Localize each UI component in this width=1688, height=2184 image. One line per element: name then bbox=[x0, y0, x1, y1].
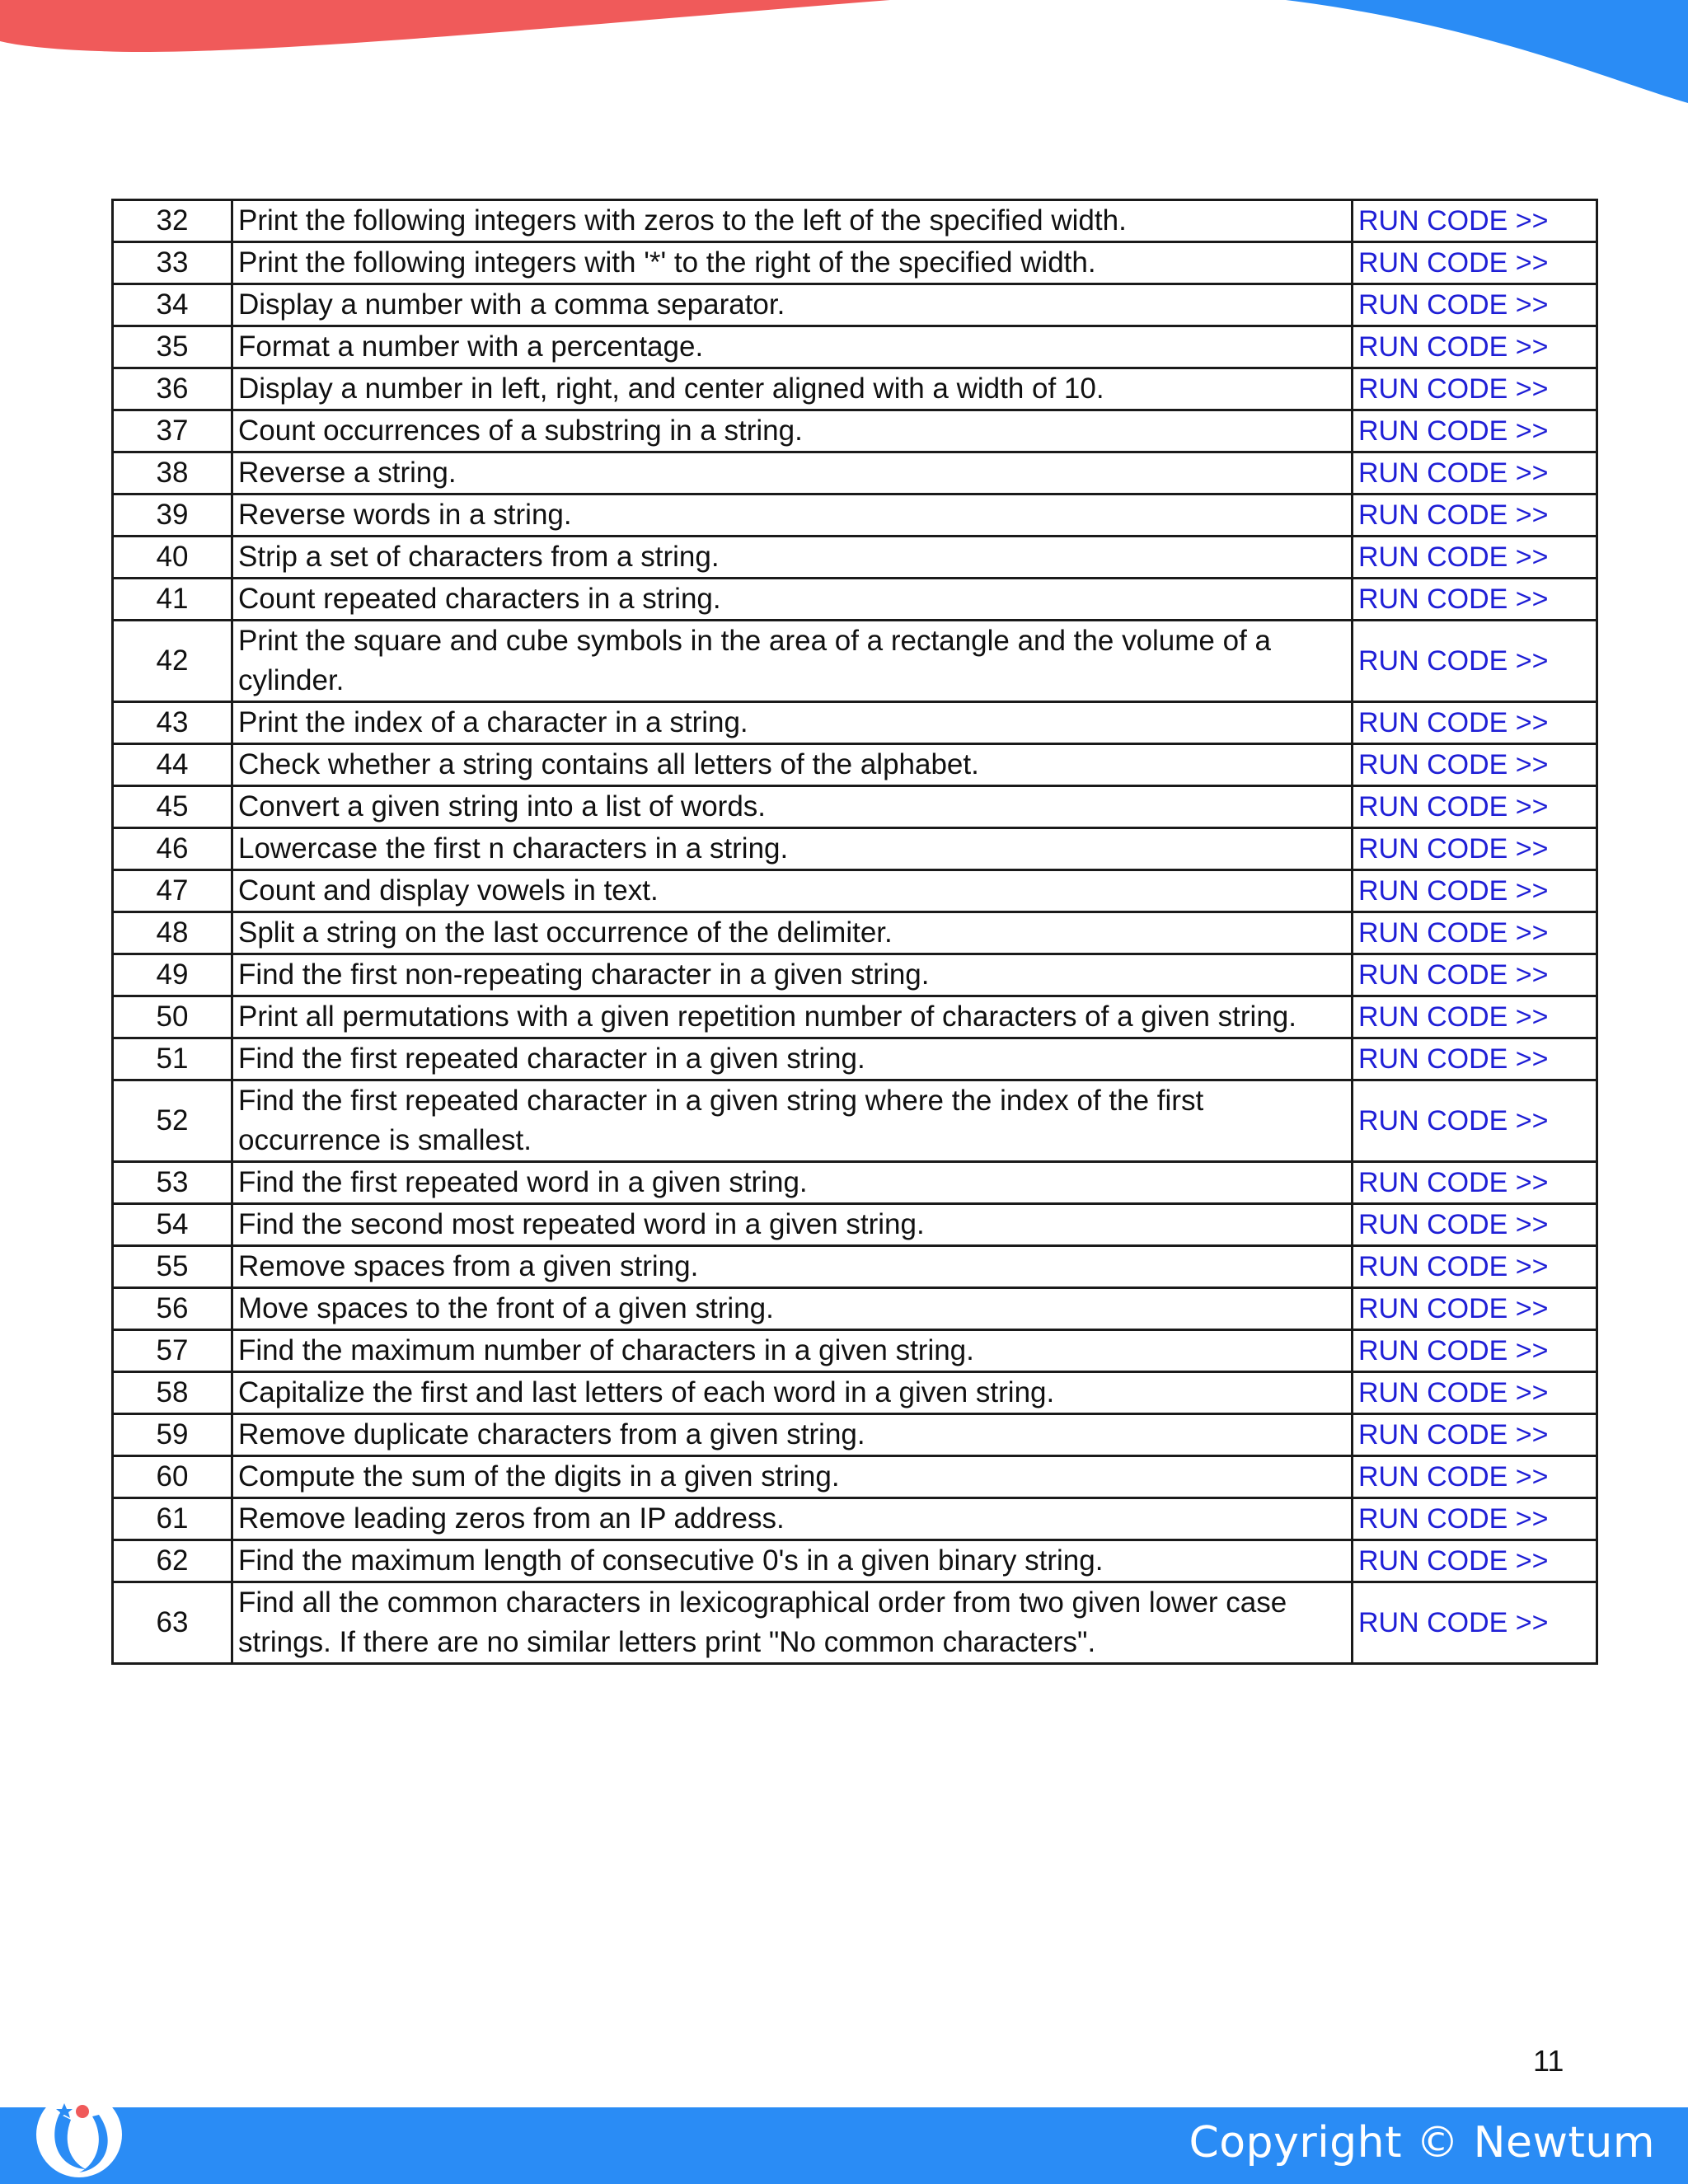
table-row bbox=[113, 326, 1597, 368]
program-description: Remove spaces from a given string. bbox=[232, 1246, 1353, 1288]
program-number: 36 bbox=[113, 368, 232, 410]
run-code-link[interactable]: RUN CODE >> bbox=[1353, 1498, 1597, 1540]
program-number: 48 bbox=[113, 912, 232, 954]
run-code-link[interactable]: RUN CODE >> bbox=[1353, 621, 1597, 702]
table-row bbox=[113, 1162, 1597, 1204]
program-description: Reverse words in a string. bbox=[232, 494, 1353, 537]
table-row bbox=[113, 1456, 1597, 1498]
table-row bbox=[113, 621, 1597, 702]
table-row bbox=[113, 1038, 1597, 1080]
program-number: 44 bbox=[113, 744, 232, 786]
copyright-text: Copyright © Newtum bbox=[1189, 2118, 1655, 2168]
run-code-link[interactable]: RUN CODE >> bbox=[1353, 242, 1597, 284]
run-code-link[interactable]: RUN CODE >> bbox=[1353, 368, 1597, 410]
program-description: Print the following integers with zeros to the left of the specified width. bbox=[232, 200, 1353, 242]
program-description: Print all permutations with a given repetition number of characters of a given string. bbox=[232, 996, 1353, 1038]
newtum-logo-icon bbox=[36, 2093, 122, 2177]
program-number: 50 bbox=[113, 996, 232, 1038]
program-number: 42 bbox=[113, 621, 232, 702]
program-number: 40 bbox=[113, 537, 232, 579]
program-description: Convert a given string into a list of words. bbox=[232, 786, 1353, 828]
program-description: Find the first non-repeating character in a given string. bbox=[232, 954, 1353, 996]
program-number: 63 bbox=[113, 1582, 232, 1664]
run-code-link[interactable]: RUN CODE >> bbox=[1353, 1582, 1597, 1664]
table-row bbox=[113, 1330, 1597, 1372]
run-code-link[interactable]: RUN CODE >> bbox=[1353, 954, 1597, 996]
program-description: Remove duplicate characters from a given string. bbox=[232, 1414, 1353, 1456]
program-description: Find the first repeated word in a given string. bbox=[232, 1162, 1353, 1204]
table-row bbox=[113, 996, 1597, 1038]
program-description: Compute the sum of the digits in a given string. bbox=[232, 1456, 1353, 1498]
program-description: Find the first repeated character in a given string where the index of the first occurrence is smallest. bbox=[232, 1080, 1353, 1162]
run-code-link[interactable]: RUN CODE >> bbox=[1353, 326, 1597, 368]
run-code-link[interactable]: RUN CODE >> bbox=[1353, 1204, 1597, 1246]
run-code-link[interactable]: RUN CODE >> bbox=[1353, 1330, 1597, 1372]
program-description: Capitalize the first and last letters of each word in a given string. bbox=[232, 1372, 1353, 1414]
program-number: 35 bbox=[113, 326, 232, 368]
program-number: 52 bbox=[113, 1080, 232, 1162]
program-description: Print the following integers with '*' to the right of the specified width. bbox=[232, 242, 1353, 284]
header-decoration bbox=[0, 0, 1688, 115]
run-code-link[interactable]: RUN CODE >> bbox=[1353, 200, 1597, 242]
program-number: 43 bbox=[113, 702, 232, 744]
program-description: Strip a set of characters from a string. bbox=[232, 537, 1353, 579]
run-code-link[interactable]: RUN CODE >> bbox=[1353, 702, 1597, 744]
programs-table-body bbox=[113, 200, 1597, 1664]
program-description: Remove leading zeros from an IP address. bbox=[232, 1498, 1353, 1540]
program-description: Reverse a string. bbox=[232, 452, 1353, 494]
program-description: Count occurrences of a substring in a string. bbox=[232, 410, 1353, 452]
table-row bbox=[113, 1288, 1597, 1330]
table-row bbox=[113, 1080, 1597, 1162]
program-number: 41 bbox=[113, 579, 232, 621]
table-row bbox=[113, 912, 1597, 954]
program-number: 61 bbox=[113, 1498, 232, 1540]
programs-table bbox=[111, 199, 1598, 1665]
table-row bbox=[113, 284, 1597, 326]
table-row bbox=[113, 1246, 1597, 1288]
program-number: 60 bbox=[113, 1456, 232, 1498]
run-code-link[interactable]: RUN CODE >> bbox=[1353, 1288, 1597, 1330]
run-code-link[interactable]: RUN CODE >> bbox=[1353, 537, 1597, 579]
table-row bbox=[113, 1204, 1597, 1246]
table-row bbox=[113, 702, 1597, 744]
table-row bbox=[113, 1498, 1597, 1540]
table-row bbox=[113, 494, 1597, 537]
program-number: 55 bbox=[113, 1246, 232, 1288]
run-code-link[interactable]: RUN CODE >> bbox=[1353, 870, 1597, 912]
program-number: 45 bbox=[113, 786, 232, 828]
program-description: Find all the common characters in lexicographical order from two given lower case strings. If there are no similar letters print "No common characters". bbox=[232, 1582, 1353, 1664]
program-description: Display a number with a comma separator. bbox=[232, 284, 1353, 326]
run-code-link[interactable]: RUN CODE >> bbox=[1353, 828, 1597, 870]
program-number: 39 bbox=[113, 494, 232, 537]
program-number: 62 bbox=[113, 1540, 232, 1582]
table-row bbox=[113, 200, 1597, 242]
run-code-link[interactable]: RUN CODE >> bbox=[1353, 1456, 1597, 1498]
run-code-link[interactable]: RUN CODE >> bbox=[1353, 452, 1597, 494]
table-row bbox=[113, 452, 1597, 494]
program-number: 58 bbox=[113, 1372, 232, 1414]
program-number: 47 bbox=[113, 870, 232, 912]
table-row bbox=[113, 954, 1597, 996]
program-number: 34 bbox=[113, 284, 232, 326]
program-number: 53 bbox=[113, 1162, 232, 1204]
run-code-link[interactable]: RUN CODE >> bbox=[1353, 912, 1597, 954]
program-number: 38 bbox=[113, 452, 232, 494]
program-description: Display a number in left, right, and center aligned with a width of 10. bbox=[232, 368, 1353, 410]
program-number: 51 bbox=[113, 1038, 232, 1080]
blue-swoosh bbox=[1286, 0, 1688, 103]
program-description: Print the index of a character in a string. bbox=[232, 702, 1353, 744]
page-number: 11 bbox=[1533, 2044, 1564, 2078]
program-number: 54 bbox=[113, 1204, 232, 1246]
run-code-link[interactable]: RUN CODE >> bbox=[1353, 1414, 1597, 1456]
run-code-link[interactable]: RUN CODE >> bbox=[1353, 1372, 1597, 1414]
program-description: Print the square and cube symbols in the area of a rectangle and the volume of a cylinder. bbox=[232, 621, 1353, 702]
red-swoosh bbox=[0, 0, 890, 52]
run-code-link[interactable]: RUN CODE >> bbox=[1353, 1080, 1597, 1162]
program-number: 49 bbox=[113, 954, 232, 996]
program-description: Find the maximum number of characters in a given string. bbox=[232, 1330, 1353, 1372]
program-number: 33 bbox=[113, 242, 232, 284]
run-code-link[interactable]: RUN CODE >> bbox=[1353, 786, 1597, 828]
program-number: 32 bbox=[113, 200, 232, 242]
table-row bbox=[113, 1540, 1597, 1582]
program-description: Move spaces to the front of a given string. bbox=[232, 1288, 1353, 1330]
program-description: Find the maximum length of consecutive 0's in a given binary string. bbox=[232, 1540, 1353, 1582]
program-number: 56 bbox=[113, 1288, 232, 1330]
program-number: 59 bbox=[113, 1414, 232, 1456]
table-row bbox=[113, 1414, 1597, 1456]
run-code-link[interactable]: RUN CODE >> bbox=[1353, 1246, 1597, 1288]
run-code-link[interactable]: RUN CODE >> bbox=[1353, 1162, 1597, 1204]
table-row bbox=[113, 870, 1597, 912]
program-description: Count and display vowels in text. bbox=[232, 870, 1353, 912]
run-code-link[interactable]: RUN CODE >> bbox=[1353, 494, 1597, 537]
table-row bbox=[113, 242, 1597, 284]
program-description: Find the second most repeated word in a given string. bbox=[232, 1204, 1353, 1246]
table-row bbox=[113, 744, 1597, 786]
run-code-link[interactable]: RUN CODE >> bbox=[1353, 1540, 1597, 1582]
program-description: Split a string on the last occurrence of the delimiter. bbox=[232, 912, 1353, 954]
run-code-link[interactable]: RUN CODE >> bbox=[1353, 410, 1597, 452]
program-description: Count repeated characters in a string. bbox=[232, 579, 1353, 621]
table-row bbox=[113, 1582, 1597, 1664]
run-code-link[interactable]: RUN CODE >> bbox=[1353, 579, 1597, 621]
run-code-link[interactable]: RUN CODE >> bbox=[1353, 1038, 1597, 1080]
table-row bbox=[113, 368, 1597, 410]
program-description: Format a number with a percentage. bbox=[232, 326, 1353, 368]
table-row bbox=[113, 786, 1597, 828]
table-row bbox=[113, 828, 1597, 870]
program-number: 37 bbox=[113, 410, 232, 452]
program-description: Lowercase the first n characters in a string. bbox=[232, 828, 1353, 870]
table-row bbox=[113, 579, 1597, 621]
table-row bbox=[113, 537, 1597, 579]
program-description: Check whether a string contains all letters of the alphabet. bbox=[232, 744, 1353, 786]
run-code-link[interactable]: RUN CODE >> bbox=[1353, 744, 1597, 786]
table-row bbox=[113, 1372, 1597, 1414]
table-row bbox=[113, 410, 1597, 452]
run-code-link[interactable]: RUN CODE >> bbox=[1353, 996, 1597, 1038]
run-code-link[interactable]: RUN CODE >> bbox=[1353, 284, 1597, 326]
program-number: 46 bbox=[113, 828, 232, 870]
program-description: Find the first repeated character in a given string. bbox=[232, 1038, 1353, 1080]
program-number: 57 bbox=[113, 1330, 232, 1372]
